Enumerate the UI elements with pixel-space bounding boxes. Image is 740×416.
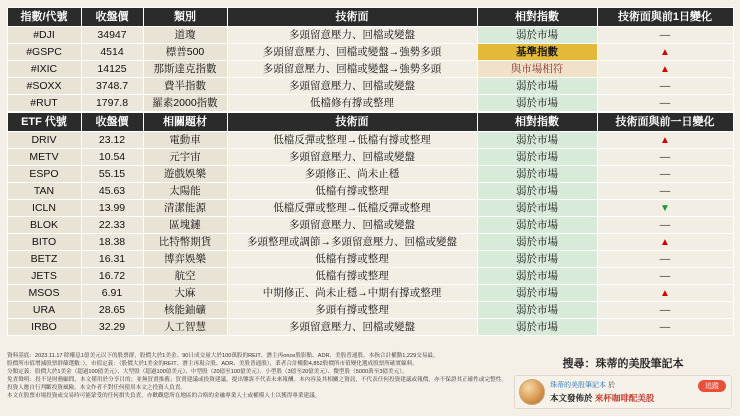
row-technical: 中期修正、尚未止穩→中期有撐或整理 — [227, 285, 477, 302]
row-technical: 多頭整理或調節→多頭留意壓力、回檔或變盤 — [227, 234, 477, 251]
row-category: 標普500 — [143, 44, 227, 61]
change-none-icon: — — [659, 28, 671, 41]
header-etf-symbol: ETF 代號 — [7, 113, 81, 132]
header-etf-relative-index: 相對指數 — [477, 113, 597, 132]
table-row[interactable] — [7, 149, 733, 166]
search-panel — [514, 352, 732, 408]
row-relative-index: 弱於市場 — [477, 183, 597, 200]
table-row[interactable] — [7, 44, 733, 61]
row-price: 55.15 — [81, 166, 143, 183]
table-row[interactable] — [7, 251, 733, 268]
row-daily-change — [597, 268, 733, 285]
table-row[interactable] — [7, 268, 733, 285]
row-technical: 多頭留意壓力、回檔或變盤→強勢多頭 — [227, 44, 477, 61]
publication-link[interactable]: 來杯咖啡配美股 — [594, 393, 655, 403]
row-daily-change — [597, 200, 733, 217]
row-category: 大麻 — [143, 285, 227, 302]
row-daily-change — [597, 319, 733, 336]
row-price: 45.63 — [81, 183, 143, 200]
row-relative-index: 弱於市場 — [477, 27, 597, 44]
publication-line — [550, 392, 727, 404]
footer-line-5: 本文在股票市場投資或交易時可能蒙受的任何損失負責，亦歡觀您所在地區的合格的金融專業人士或權模人士以獲得專業建議。 — [7, 393, 321, 399]
row-technical: 多頭留意壓力、回檔或變盤 — [227, 217, 477, 234]
index-table — [7, 7, 734, 112]
row-price: 4514 — [81, 44, 143, 61]
row-relative-index: 弱於市場 — [477, 200, 597, 217]
change-down-icon: ▼ — [660, 202, 670, 214]
table-row[interactable] — [7, 183, 733, 200]
row-relative-index: 弱於市場 — [477, 302, 597, 319]
row-daily-change — [597, 61, 733, 78]
row-symbol[interactable]: IRBO — [7, 319, 81, 336]
row-daily-change — [597, 44, 733, 61]
row-category: 人工智慧 — [143, 319, 227, 336]
row-daily-change — [597, 285, 733, 302]
row-daily-change — [597, 78, 733, 95]
row-relative-index: 弱於市場 — [477, 217, 597, 234]
footer-line-1: 資料基底：2023.11.17 除權息1億美元以下的股票群，股價大於1美金、90日成交量大於100萬股的REIT、潛主再once股影點、ADR、美股普通股，本指合計權動1,229交易最、 — [7, 353, 439, 359]
row-category: 那斯達克指數 — [143, 61, 227, 78]
row-relative-index: 弱於市場 — [477, 166, 597, 183]
index-table-header-row — [7, 8, 733, 27]
row-symbol[interactable]: DRIV — [7, 132, 81, 149]
row-price: 23.12 — [81, 132, 143, 149]
row-price: 3748.7 — [81, 78, 143, 95]
row-price: 22.33 — [81, 217, 143, 234]
row-symbol[interactable]: #RUT — [7, 95, 81, 112]
row-price: 14125 — [81, 61, 143, 78]
change-up-icon: ▲ — [660, 46, 670, 58]
row-price: 32.29 — [81, 319, 143, 336]
row-technical: 多頭留意壓力、回檔或變盤 — [227, 78, 477, 95]
row-daily-change — [597, 251, 733, 268]
row-relative-index: 弱於市場 — [477, 149, 597, 166]
row-price: 6.91 — [81, 285, 143, 302]
table-row[interactable] — [7, 302, 733, 319]
header-close-price: 收盤價 — [81, 8, 143, 27]
row-category: 費半指數 — [143, 78, 227, 95]
row-symbol[interactable]: ESPO — [7, 166, 81, 183]
row-technical: 低檔有撐或整理 — [227, 268, 477, 285]
change-none-icon: — — [659, 320, 671, 333]
change-up-icon: ▲ — [660, 287, 670, 299]
row-daily-change — [597, 166, 733, 183]
table-row[interactable] — [7, 61, 733, 78]
row-price: 10.54 — [81, 149, 143, 166]
row-price: 1797.8 — [81, 95, 143, 112]
table-row[interactable] — [7, 27, 733, 44]
header-etf-technical: 技術面 — [227, 113, 477, 132]
author-name[interactable]: 珠蒂的美股筆記本 — [550, 382, 606, 389]
row-category: 區塊鏈 — [143, 217, 227, 234]
change-none-icon: — — [659, 218, 671, 231]
table-row[interactable] — [7, 200, 733, 217]
row-category: 電動車 — [143, 132, 227, 149]
author-card[interactable] — [514, 375, 732, 409]
row-daily-change — [597, 183, 733, 200]
change-up-icon: ▲ — [660, 134, 670, 146]
row-technical: 多頭留意壓力、回檔或變盤 — [227, 149, 477, 166]
row-daily-change — [597, 217, 733, 234]
row-price: 16.72 — [81, 268, 143, 285]
header-relative-index: 相對指數 — [477, 8, 597, 27]
row-daily-change — [597, 149, 733, 166]
row-symbol[interactable]: ICLN — [7, 200, 81, 217]
row-technical: 多頭修正、尚未止穩 — [227, 166, 477, 183]
header-etf-close-price: 收盤價 — [81, 113, 143, 132]
row-price: 13.99 — [81, 200, 143, 217]
row-technical: 低檔反彈或整理→低檔有撐或整理 — [227, 132, 477, 149]
change-none-icon: — — [659, 252, 671, 265]
row-price: 16.31 — [81, 251, 143, 268]
table-row[interactable] — [7, 95, 733, 112]
etf-table-body — [7, 132, 733, 336]
row-daily-change — [597, 302, 733, 319]
footer-line-4: 免責聲明：投不是財務顧問，本文僅用於分享目的；並無買賣推薦；買賣建議或投資建議。提出鑒訴不代表未來報酬。本內容及其相關之資訊，不代表任何投資建議或報價，亦不保證其正確性或完整性。投資人應自行判斷投資風險，本文作者不對任何使用本文之投資人負責。 — [7, 377, 507, 391]
row-technical: 低檔修有撐或整理 — [227, 95, 477, 112]
row-relative-index: 基準指數 — [477, 44, 597, 61]
table-row[interactable] — [7, 132, 733, 149]
row-symbol[interactable]: URA — [7, 302, 81, 319]
row-symbol[interactable]: BITO — [7, 234, 81, 251]
row-category: 比特幣期貨 — [143, 234, 227, 251]
row-symbol[interactable]: JETS — [7, 268, 81, 285]
table-row[interactable] — [7, 166, 733, 183]
change-up-icon: ▲ — [660, 236, 670, 248]
row-technical: 低檔有撐或整理 — [227, 183, 477, 200]
row-relative-index: 弱於市場 — [477, 234, 597, 251]
change-none-icon: — — [659, 79, 671, 92]
table-row[interactable] — [7, 234, 733, 251]
row-relative-index: 弱於市場 — [477, 78, 597, 95]
footer-disclaimer — [7, 352, 507, 400]
row-category: 航空 — [143, 268, 227, 285]
row-category: 核能鈾礦 — [143, 302, 227, 319]
follow-button[interactable]: 追蹤 — [698, 380, 726, 392]
row-category: 太陽能 — [143, 183, 227, 200]
row-category: 羅素2000指數 — [143, 95, 227, 112]
row-category: 博弈娛樂 — [143, 251, 227, 268]
row-symbol[interactable]: BETZ — [7, 251, 81, 268]
change-none-icon: — — [659, 184, 671, 197]
row-price: 34947 — [81, 27, 143, 44]
row-technical: 多頭留意壓力、回檔或變盤 — [227, 27, 477, 44]
index-table-wrapper — [0, 0, 740, 112]
row-category: 遊戲娛樂 — [143, 166, 227, 183]
row-daily-change — [597, 132, 733, 149]
header-etf-theme: 相關題材 — [143, 113, 227, 132]
row-relative-index: 弱於市場 — [477, 132, 597, 149]
header-technical: 技術面 — [227, 8, 477, 27]
row-price: 18.38 — [81, 234, 143, 251]
change-none-icon: — — [659, 150, 671, 163]
row-technical: 低檔反彈或整理→低檔反彈或整理 — [227, 200, 477, 217]
table-row[interactable] — [7, 285, 733, 302]
row-daily-change — [597, 27, 733, 44]
row-daily-change — [597, 95, 733, 112]
row-relative-index: 與市場相符 — [477, 61, 597, 78]
row-symbol[interactable]: #DJI — [7, 27, 81, 44]
row-relative-index: 弱於市場 — [477, 95, 597, 112]
header-category: 類別 — [143, 8, 227, 27]
row-relative-index: 弱於市場 — [477, 285, 597, 302]
row-category: 清潔能源 — [143, 200, 227, 217]
row-category: 道瓊 — [143, 27, 227, 44]
index-table-body — [7, 27, 733, 112]
row-price: 28.65 — [81, 302, 143, 319]
change-none-icon: — — [659, 96, 671, 109]
row-symbol[interactable]: #GSPC — [7, 44, 81, 61]
row-symbol[interactable]: TAN — [7, 183, 81, 200]
cta-prefix: 本文發佈於 — [550, 393, 593, 403]
footer-line-2: 股價所市值增減股票群篩選數：），市值定義：（股價大於1美金的REIT、潛主再現合股、ADR、美股普通股），業者合計權動4,852股價所市值變化選成股票所確實線料。 — [7, 361, 418, 367]
footer-line-3: 分類定義：股價大於1美金（超過100億美元）、大型股（超過100億美元）、中型股（20億至100億美元）、小型股（3億至20億美元）、微型股（5000萬至3億美元）。 — [7, 369, 408, 375]
avatar — [519, 379, 545, 405]
header-symbol: 指數/代號 — [7, 8, 81, 27]
row-symbol[interactable]: MSOS — [7, 285, 81, 302]
row-symbol[interactable]: METV — [7, 149, 81, 166]
change-up-icon: ▲ — [660, 63, 670, 75]
row-symbol[interactable]: #IXIC — [7, 61, 81, 78]
row-symbol[interactable]: #SOXX — [7, 78, 81, 95]
header-etf-daily-change: 技術面與前一日變化 — [597, 113, 733, 132]
etf-table — [7, 112, 734, 336]
row-technical: 低檔有撐或整理 — [227, 251, 477, 268]
row-technical: 多頭有撐或整理 — [227, 302, 477, 319]
table-row[interactable] — [7, 319, 733, 336]
author-suffix: 於 — [607, 382, 615, 389]
search-title: 搜尋：珠蒂的美股筆記本 — [562, 358, 684, 370]
table-row[interactable] — [7, 78, 733, 95]
change-none-icon: — — [659, 167, 671, 180]
row-relative-index: 弱於市場 — [477, 319, 597, 336]
row-daily-change — [597, 234, 733, 251]
change-none-icon: — — [659, 303, 671, 316]
row-relative-index: 弱於市場 — [477, 251, 597, 268]
row-technical: 多頭留意壓力、回檔或變盤 — [227, 319, 477, 336]
header-daily-change: 技術面與前1日變化 — [597, 8, 733, 27]
row-relative-index: 弱於市場 — [477, 268, 597, 285]
row-technical: 多頭留意壓力、回檔或變盤→強勢多頭 — [227, 61, 477, 78]
row-symbol[interactable]: BLOK — [7, 217, 81, 234]
change-none-icon: — — [659, 269, 671, 282]
row-category: 元宇宙 — [143, 149, 227, 166]
etf-table-header-row — [7, 113, 733, 132]
table-row[interactable] — [7, 217, 733, 234]
etf-table-wrapper — [0, 112, 740, 336]
